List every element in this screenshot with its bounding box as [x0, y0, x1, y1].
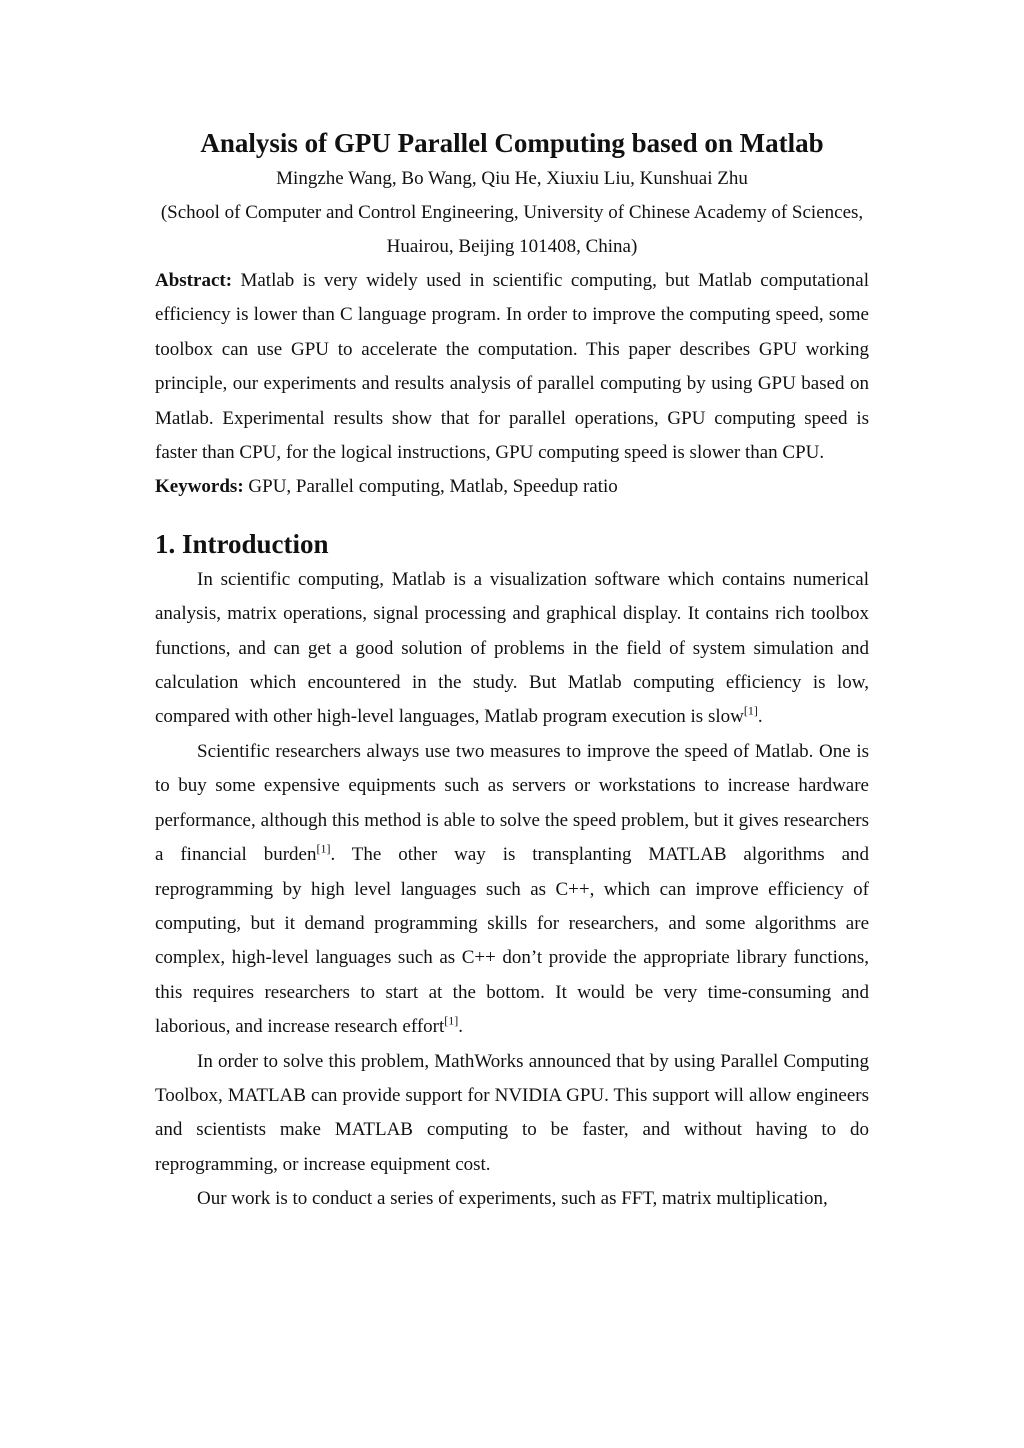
- keywords: [155, 470, 869, 504]
- paragraph-text: Scientific researchers always use two measures to improve the speed of Matlab. One is to buy some expensive equipments such as servers or workstations to increase hardware performance, although this method is able to solve the speed problem, but it gives researchers a financial burden: [155, 740, 869, 866]
- keywords-text: GPU, Parallel computing, Matlab, Speedup ratio: [248, 476, 618, 498]
- paper-page: [155, 124, 869, 1217]
- section-heading-introduction: 1. Introduction: [155, 528, 329, 559]
- abstract-label: Abstract:: [155, 270, 233, 291]
- abstract-text: Matlab is very widely used in scientific computing, but Matlab computational efficiency is lower than C language program. In order to improve the computing speed, some toolbox can use GPU to accelerate the computation. This paper describes GPU working principle, our experiments and results analysis of parallel computing by using GPU based on Matlab. Experimental results show that for parallel operations, GPU computing speed is faster than CPU, for the logical instructions, GPU computing speed is slower than CPU.: [155, 270, 870, 464]
- abstract: [155, 264, 869, 470]
- intro-paragraph-2: [155, 735, 869, 1045]
- intro-paragraph-4: Our work is to conduct a series of experiments, such as FFT, matrix multiplication,: [197, 1188, 828, 1210]
- paragraph-text: In scientific computing, Matlab is a visualization software which contains numerical analysis, matrix operations, signal processing and graphical display. It contains rich toolbox functions, and can get a good solution of problems in the field of system simulation and calculation which encountered in the study. But Matlab computing efficiency is low, compared with other high-level languages, Matlab program execution is slow: [155, 568, 869, 728]
- intro-paragraph-1: [155, 563, 869, 735]
- citation-ref: [1]: [743, 704, 758, 719]
- keywords-label: Keywords:: [155, 476, 244, 498]
- author-list: Mingzhe Wang, Bo Wang, Qiu He, Xiuxiu Liu, Kunshuai Zhu: [276, 168, 748, 189]
- paragraph-text-continued: . The other way is transplanting MATLAB algorithms and reprogramming by high level languages such as C++, which can improve efficiency of computing, but it demand programming skills for researchers, and some algorithms are complex, high-level languages such as C++ don’t provide the appropriate library functions, this requires researchers to start at the bottom. It would be very time-consuming and laborious, and increase research effort: [155, 844, 870, 1038]
- intro-paragraph-3: In order to solve this problem, MathWorks announced that by using Parallel Computing Toolbox, MATLAB can provide support for NVIDIA GPU. This support will allow engineers and scientists make MATLAB computing to be faster, and without having to do reprogramming, or increase equipment cost.: [155, 1050, 869, 1175]
- paragraph-end: .: [757, 706, 763, 728]
- paragraph-end: .: [458, 1016, 464, 1038]
- citation-ref: [1]: [444, 1013, 459, 1028]
- paper-title: Analysis of GPU Parallel Computing based on Matlab: [200, 128, 824, 158]
- citation-ref: [1]: [316, 841, 331, 856]
- affiliation: (School of Computer and Control Engineering, University of Chinese Academy of Sciences, Huairou, Beijing 101408, China): [160, 202, 864, 257]
